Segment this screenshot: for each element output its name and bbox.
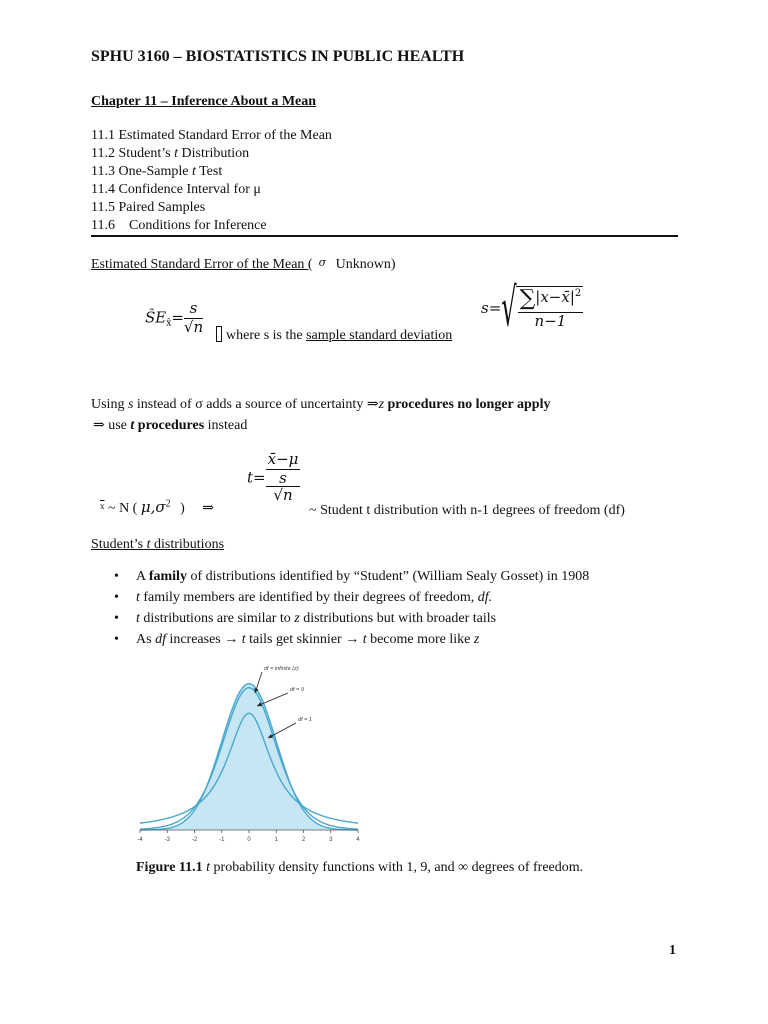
page-number: 1 bbox=[669, 943, 676, 958]
x-tick-label: -3 bbox=[164, 837, 170, 843]
sem-heading: Estimated Standard Error of the Mean ( σ Unknown) bbox=[91, 256, 396, 272]
chapter-title: Chapter 11 – Inference About a Mean bbox=[91, 94, 317, 109]
annotation-label: df = infinite (z) bbox=[264, 666, 299, 672]
course-header: SPHU 3160 – BIOSTATISTICS IN PUBLIC HEALTH bbox=[91, 48, 465, 65]
uncertainty-line-2: ⇒ use t procedures instead bbox=[93, 418, 248, 433]
tdist-heading: Student’s t distributions bbox=[91, 537, 225, 552]
s-formula: s=√ $\frac{\sum|x-x̄|^2}{n-1}$ bbox=[481, 277, 582, 339]
list-item: • t family members are identified by their degrees of freedom, df. bbox=[114, 587, 589, 608]
sampling-distribution: $^{\overline{x}}$ ~ N ( $\mu,\sigma^2$ ) ⇒ bbox=[100, 498, 215, 516]
toc-item: 11.1 Estimated Standard Error of the Mean bbox=[91, 128, 332, 143]
x-tick-label: 0 bbox=[247, 837, 251, 843]
list-item: • As df increases → t tails get skinnier → t become more like z bbox=[114, 629, 589, 650]
table-of-contents bbox=[91, 127, 332, 235]
box-glyph bbox=[216, 326, 222, 342]
x-tick-label: 3 bbox=[329, 837, 333, 843]
x-tick-label: -1 bbox=[219, 837, 225, 843]
x-tick-label: -4 bbox=[137, 837, 143, 843]
toc-item: 11.6 Conditions for Inference bbox=[91, 218, 267, 233]
t-formula: t= x̄−μ s √n bbox=[247, 450, 299, 504]
figure-caption: Figure 11.1 t probability density functions with 1, 9, and ∞ degrees of freedom. bbox=[136, 860, 584, 875]
toc-item: 11.2 Student’s t Distribution bbox=[91, 146, 250, 161]
toc-item: 11.5 Paired Samples bbox=[91, 200, 206, 215]
x-tick-label: 4 bbox=[356, 837, 360, 843]
annotation-label: df = 1 bbox=[298, 717, 312, 723]
annotation-label: df = 9 bbox=[290, 687, 304, 693]
se-formula: $ŜE_{x̄}=$ $\frac{s}{√n}$ bbox=[145, 299, 204, 336]
x-tick-label: 1 bbox=[274, 837, 278, 843]
t-density-chart bbox=[132, 660, 372, 850]
toc-item: 11.4 Confidence Interval for μ bbox=[91, 182, 261, 197]
tdist-bullets bbox=[114, 566, 589, 650]
where-text: where s is the sample standard deviation bbox=[216, 326, 452, 344]
uncertainty-line-1: Using s instead of σ adds a source of uncertainty ⇒z procedures no longer apply bbox=[91, 397, 551, 412]
divider bbox=[91, 235, 678, 237]
list-item: • t distributions are similar to z distributions but with broader tails bbox=[114, 608, 589, 629]
x-tick-label: 2 bbox=[301, 837, 306, 843]
density-fill-area bbox=[140, 684, 358, 830]
toc-item: 11.3 One-Sample t Test bbox=[91, 164, 223, 179]
list-item: • A family of distributions identified by “Student” (William Sealy Gosset) in 1908 bbox=[114, 566, 589, 587]
t-distribution-description: ~ Student t distribution with n-1 degrees of freedom (df) bbox=[309, 503, 625, 518]
x-tick-label: -2 bbox=[191, 837, 198, 843]
